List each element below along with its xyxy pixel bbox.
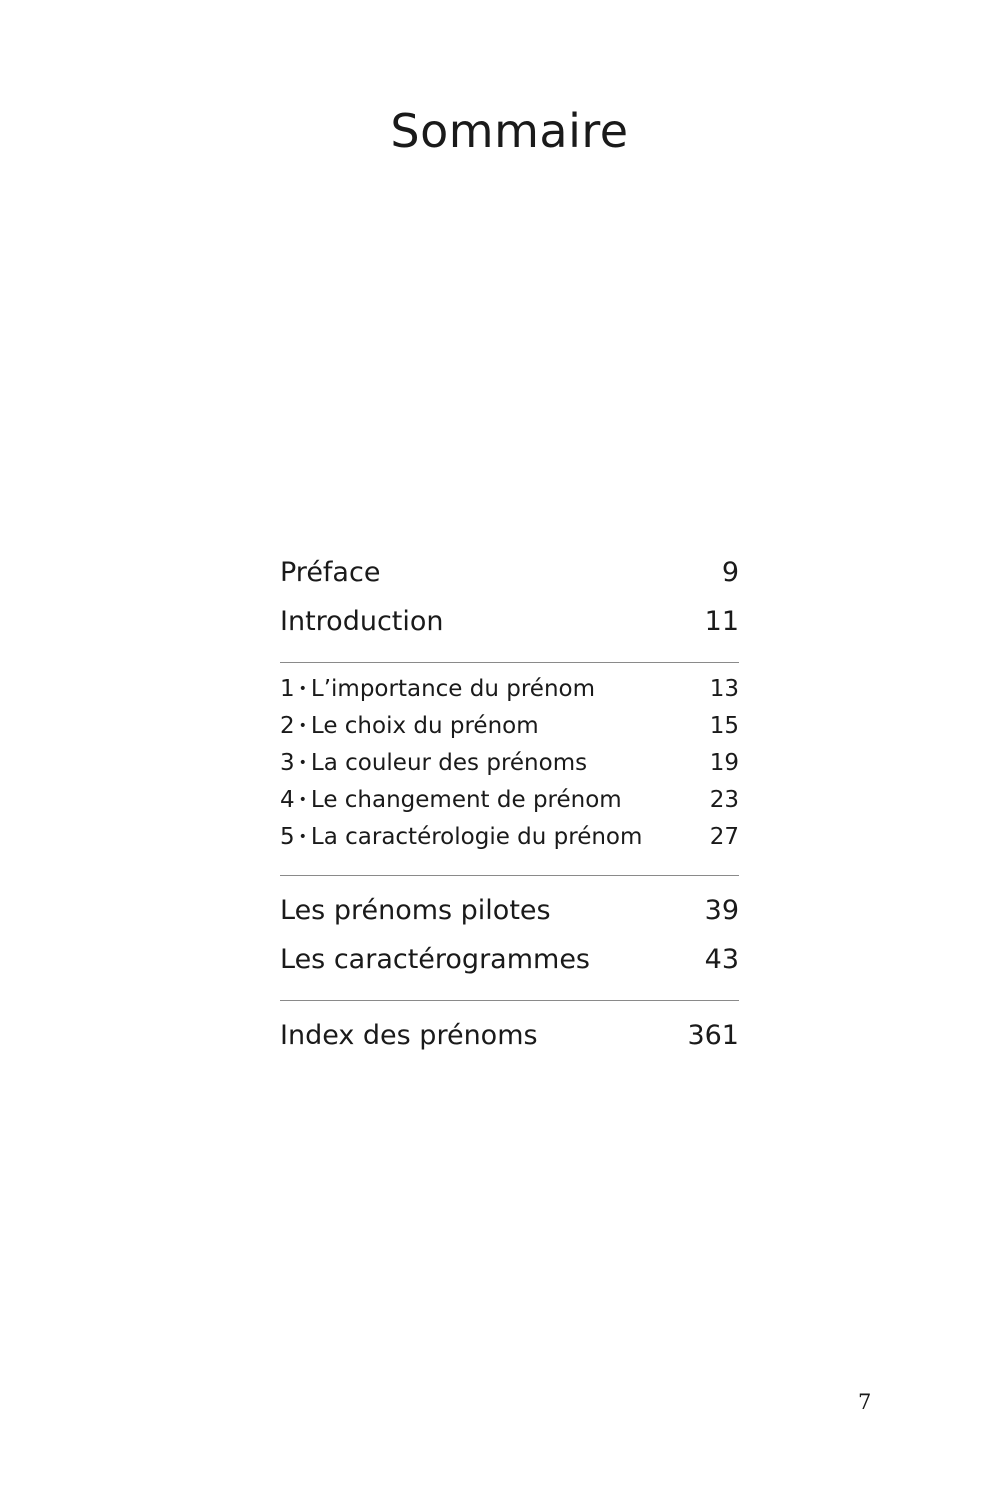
page-number: 7 — [858, 1390, 872, 1414]
chapter-title: Le changement de prénom — [310, 787, 622, 813]
toc-chapter-3[interactable] — [280, 750, 739, 776]
section-divider — [280, 875, 739, 876]
toc-entry-page: 23 — [709, 787, 739, 813]
chapter-title: Le choix du prénom — [310, 713, 539, 739]
toc-chapter-1[interactable] — [280, 676, 739, 702]
toc-entry-index[interactable] — [280, 1020, 739, 1051]
bullet-icon: • — [298, 755, 307, 771]
toc-entry-page: 43 — [704, 944, 739, 975]
toc-entry-preface[interactable] — [280, 557, 739, 588]
toc-entry-page: 11 — [704, 606, 739, 637]
toc-entry-page: 39 — [704, 895, 739, 926]
toc-entry-label-group — [280, 676, 595, 702]
toc-chapter-4[interactable] — [280, 787, 739, 813]
toc-chapter-2[interactable] — [280, 713, 739, 739]
toc-chapter-5[interactable] — [280, 824, 739, 850]
toc-entry-label-group — [280, 713, 539, 739]
toc-entry-label: Introduction — [280, 606, 444, 637]
chapter-title: La caractérologie du prénom — [310, 824, 643, 850]
section-divider — [280, 662, 739, 663]
toc-entry-page: 27 — [709, 824, 739, 850]
toc-entry-page: 15 — [709, 713, 739, 739]
section-divider — [280, 1000, 739, 1001]
chapter-title: L’importance du prénom — [310, 676, 595, 702]
toc-entry-label-group — [280, 787, 622, 813]
toc-entry-label: Les caractérogrammes — [280, 944, 590, 975]
toc-entry-label-group — [280, 824, 642, 850]
bullet-icon: • — [298, 681, 307, 697]
chapter-title: La couleur des prénoms — [310, 750, 588, 776]
toc-entry-page: 361 — [687, 1020, 739, 1051]
toc-entry-label: Préface — [280, 557, 381, 588]
bullet-icon: • — [298, 792, 307, 808]
toc-entry-prenoms-pilotes[interactable] — [280, 895, 739, 926]
chapter-number: 1 — [280, 676, 295, 702]
chapter-number: 5 — [280, 824, 295, 850]
bullet-icon: • — [298, 829, 307, 845]
toc-entry-label-group — [280, 750, 587, 776]
toc-entry-label: Index des prénoms — [280, 1020, 538, 1051]
chapter-number: 3 — [280, 750, 295, 776]
bullet-icon: • — [298, 718, 307, 734]
toc-entry-page: 13 — [709, 676, 739, 702]
toc-entry-caracterogrammes[interactable] — [280, 944, 739, 975]
chapter-number: 4 — [280, 787, 295, 813]
toc-entry-page: 9 — [721, 557, 739, 588]
toc-entry-introduction[interactable] — [280, 606, 739, 637]
page-title: Sommaire — [390, 104, 629, 158]
chapter-number: 2 — [280, 713, 295, 739]
toc-entry-page: 19 — [709, 750, 739, 776]
toc-entry-label: Les prénoms pilotes — [280, 895, 551, 926]
